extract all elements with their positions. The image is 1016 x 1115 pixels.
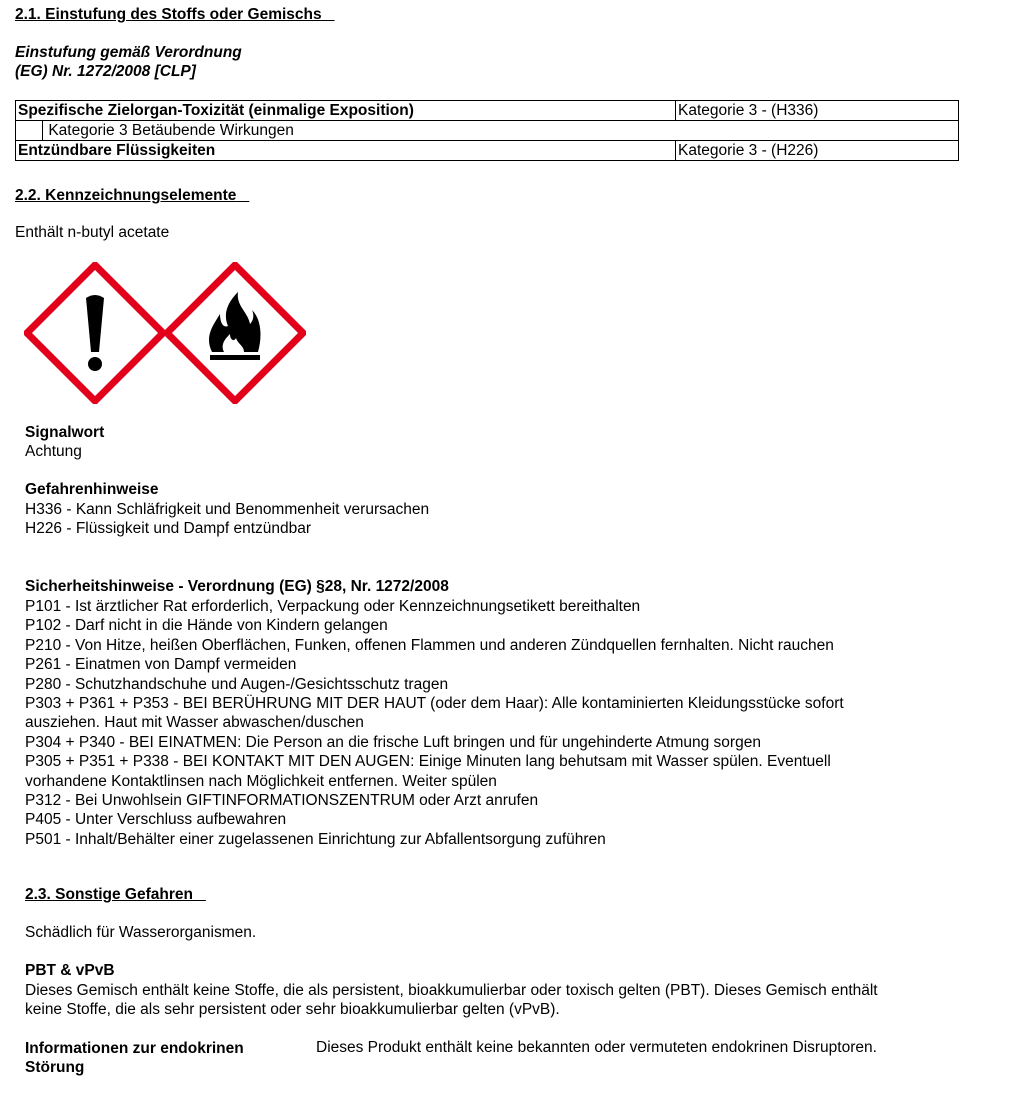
signal-word-label: Signalwort	[25, 424, 105, 441]
pbt-text: Dieses Gemisch enthält keine Stoffe, die als persistent, bioakkumulierbar oder toxisch gelten (PBT). Dieses Gemisch enthält keine Stoffe, die als sehr persistent oder sehr bioakkumulierbar gelten (vPvB).	[25, 982, 878, 1019]
exclamation-mark-icon	[24, 262, 166, 404]
hazard-category-cell: Kategorie 3 - (H226)	[676, 141, 959, 161]
list-item: P210 - Von Hitze, heißen Oberflächen, Funken, offenen Flammen und anderen Zündquellen fernhalten. Nicht rauchen	[25, 636, 834, 654]
hazard-class-cell: Spezifische Zielorgan-Toxizität (einmalige Exposition)	[16, 101, 676, 121]
endocrine-text: Dieses Produkt enthält keine bekannten oder vermuteten endokrinen Disruptoren.	[316, 1039, 877, 1056]
precautionary-statements-list	[25, 597, 844, 849]
section-2-3-heading: 2.3. Sonstige Gefahren	[25, 886, 193, 903]
list-item: P405 - Unter Verschluss aufbewahren	[25, 811, 287, 829]
flame-icon	[164, 262, 306, 404]
aquatic-hazard-text: Schädlich für Wasserorganismen.	[25, 924, 257, 941]
table-row	[16, 121, 959, 141]
list-item: P102 - Darf nicht in die Hände von Kindern gelangen	[25, 617, 388, 635]
precautionary-statements-label: Sicherheitshinweise - Verordnung (EG) §28, Nr. 1272/2008	[25, 578, 449, 595]
table-row	[16, 141, 959, 161]
list-item: P305 + P351 + P338 - BEI KONTAKT MIT DEN AUGEN: Einige Minuten lang behutsam mit Wasser spülen. Eventuell	[25, 753, 831, 771]
endocrine-label: Informationen zur endokrinen Störung	[25, 1040, 244, 1077]
contains-text: Enthält n-butyl acetate	[15, 224, 170, 241]
list-item: H336 - Kann Schläfrigkeit und Benommenheit verursachen	[25, 501, 430, 518]
hazard-statements-label: Gefahrenhinweise	[25, 481, 159, 498]
section-2-2-heading: 2.2. Kennzeichnungselemente	[15, 187, 237, 204]
classification-subheading-line2: (EG) Nr. 1272/2008 [CLP]	[15, 63, 196, 80]
list-item: H226 - Flüssigkeit und Dampf entzündbar	[25, 520, 312, 538]
hazard-subcategory-cell: Kategorie 3 Betäubende Wirkungen	[16, 121, 959, 141]
list-item: P101 - Ist ärztlicher Rat erforderlich, Verpackung oder Kennzeichnungsetikett bereithalten	[25, 598, 641, 615]
signal-word-value: Achtung	[25, 443, 82, 460]
classification-subheading-line1: Einstufung gemäß Verordnung	[15, 44, 242, 61]
list-item: P261 - Einatmen von Dampf vermeiden	[25, 656, 297, 674]
classification-table	[15, 100, 959, 161]
pbt-label: PBT & vPvB	[25, 962, 115, 979]
list-item: P501 - Inhalt/Behälter einer zugelassenen Einrichtung zur Abfallentsorgung zuführen	[25, 830, 606, 848]
section-2-1-heading: 2.1. Einstufung des Stoffs oder Gemischs	[15, 6, 322, 23]
hazard-class-cell: Entzündbare Flüssigkeiten	[16, 141, 676, 161]
list-item: P312 - Bei Unwohlsein GIFTINFORMATIONSZENTRUM oder Arzt anrufen	[25, 792, 539, 810]
hazard-statements-list	[25, 500, 429, 539]
hazard-category-cell: Kategorie 3 - (H336)	[676, 101, 959, 121]
list-item: P304 + P340 - BEI EINATMEN: Die Person an die frische Luft bringen und für ungehinderte Atmung sorgen	[25, 733, 761, 751]
list-item: P303 + P361 + P353 - BEI BERÜHRUNG MIT DER HAUT (oder dem Haar): Alle kontaminierten Kleidungsstücke sofort	[25, 695, 844, 713]
table-row	[16, 101, 959, 121]
list-item: ausziehen. Haut mit Wasser abwaschen/duschen	[25, 714, 364, 732]
list-item: P280 - Schutzhandschuhe und Augen-/Gesichtsschutz tragen	[25, 675, 449, 693]
list-item: vorhandene Kontaktlinsen nach Möglichkeit entfernen. Weiter spülen	[25, 772, 497, 790]
